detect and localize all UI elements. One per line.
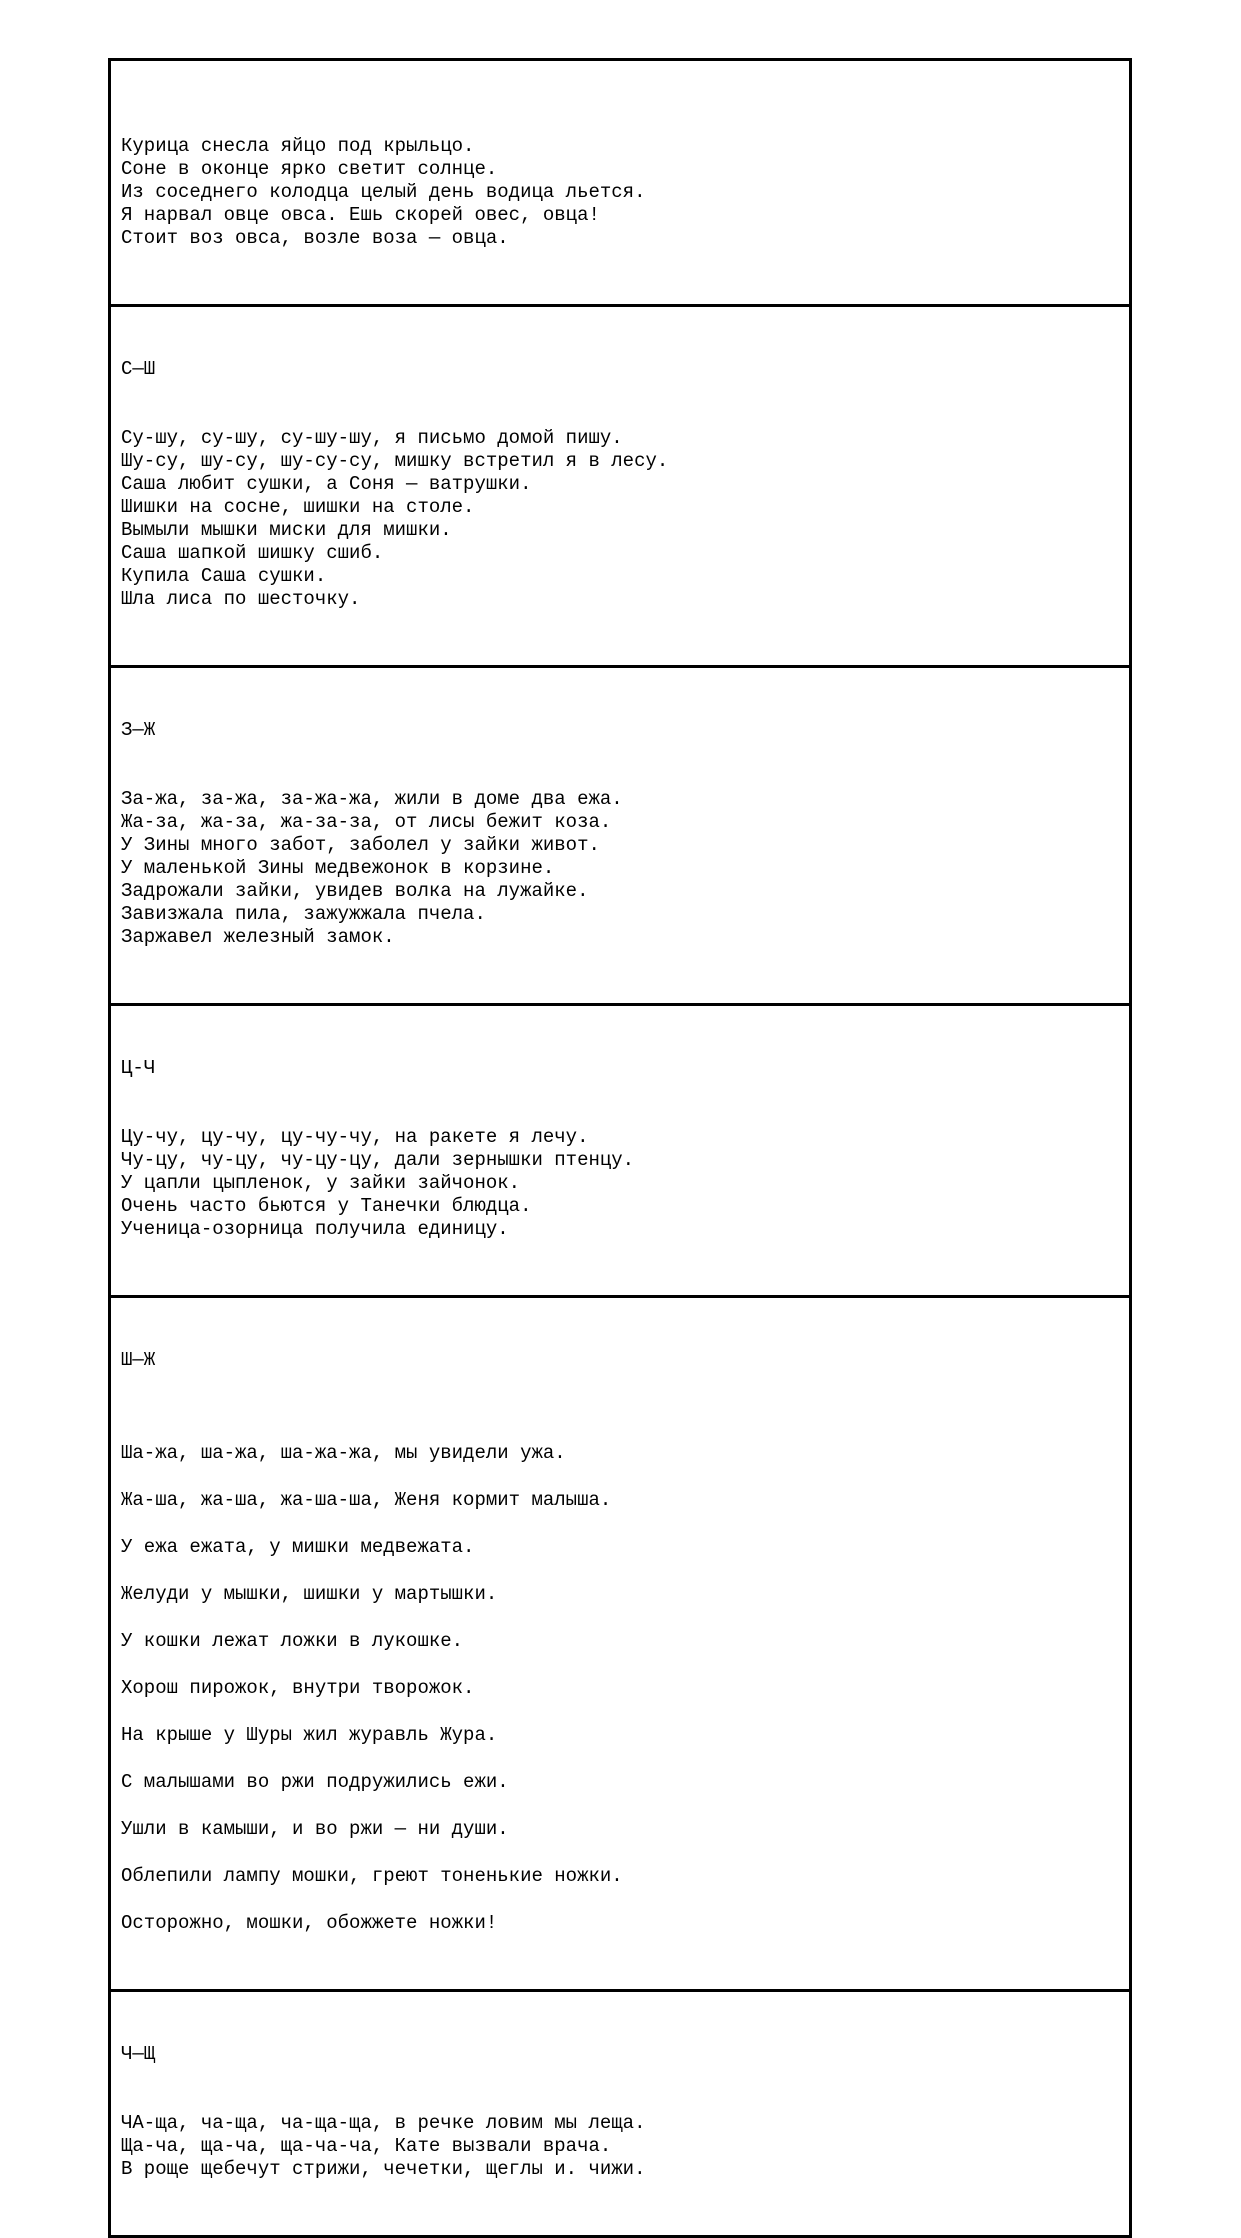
text-line: У маленькой Зины медвежонок в корзине.	[121, 857, 555, 879]
text-line: Стоит воз овса, возле воза — овца.	[121, 227, 509, 249]
text-line: Шишки на сосне, шишки на столе.	[121, 496, 475, 518]
text-line: Очень часто бьются у Танечки блюдца.	[121, 1195, 532, 1217]
doc-table	[108, 58, 1132, 2238]
text-line: Цу-чу, цу-чу, цу-чу-чу, на ракете я лечу.	[121, 1126, 589, 1148]
text-line: На крыше у Шуры жил журавль Жура.	[121, 1724, 498, 1746]
section-header: Ч—Щ	[121, 2043, 156, 2065]
text-line: Соне в оконце ярко светит солнце.	[121, 158, 498, 180]
section-header: С—Ш	[121, 358, 156, 380]
text-line: Шла лиса по шесточку.	[121, 588, 361, 610]
text-line: Я нарвал овце овса. Ешь скорей овес, овца!	[121, 204, 600, 226]
text-line: Саша любит сушки, а Соня — ватрушки.	[121, 473, 532, 495]
text-line: С малышами во ржи подружились ежи.	[121, 1771, 509, 1793]
text-line: Завизжала пила, зажужжала пчела.	[121, 903, 486, 925]
text-line: У кошки лежат ложки в лукошке.	[121, 1630, 464, 1652]
section-row	[111, 1006, 1129, 1298]
text-line: Облепили лампу мошки, греют тоненькие ножки.	[121, 1865, 623, 1887]
text-line: Курица снесла яйцо под крыльцо.	[121, 135, 475, 157]
section-row	[111, 1992, 1129, 2235]
text-line: Саша шапкой шишку сшиб.	[121, 542, 384, 564]
section-row	[111, 1298, 1129, 1992]
text-line: Заржавел железный замок.	[121, 926, 395, 948]
text-line: В роще щебечут стрижи, чечетки, щеглы и. чижи.	[121, 2158, 646, 2180]
text-line: Ученица-озорница получила единицу.	[121, 1218, 509, 1240]
text-line: Осторожно, мошки, обожжете ножки!	[121, 1912, 498, 1934]
text-line: Чу-цу, чу-цу, чу-цу-цу, дали зернышки птенцу.	[121, 1149, 635, 1171]
section-header: Ш—Ж	[121, 1349, 156, 1371]
section-row	[111, 307, 1129, 668]
text-line: Хорош пирожок, внутри творожок.	[121, 1677, 475, 1699]
text-line: Желуди у мышки, шишки у мартышки.	[121, 1583, 498, 1605]
section-lines	[121, 1126, 1117, 1241]
text-line: ЧА-ща, ча-ща, ча-ща-ща, в речке ловим мы леща.	[121, 2112, 646, 2134]
section-lines	[121, 2112, 1117, 2181]
section-header: З—Ж	[121, 719, 156, 741]
text-line: Шу-су, шу-су, шу-су-су, мишку встретил я в лесу.	[121, 450, 669, 472]
text-line: Ша-жа, ша-жа, ша-жа-жа, мы увидели ужа.	[121, 1442, 566, 1464]
section-lines	[121, 1442, 1117, 1935]
text-line: Су-шу, су-шу, су-шу-шу, я письмо домой пишу.	[121, 427, 623, 449]
text-line: Из соседнего колодца целый день водица льется.	[121, 181, 646, 203]
text-line: Жа-за, жа-за, жа-за-за, от лисы бежит коза.	[121, 811, 612, 833]
text-line: Ушли в камыши, и во ржи — ни души.	[121, 1818, 509, 1840]
text-line: Вымыли мышки миски для мишки.	[121, 519, 452, 541]
text-line: У цапли цыпленок, у зайки зайчонок.	[121, 1172, 521, 1194]
text-line: У ежа ежата, у мишки медвежата.	[121, 1536, 475, 1558]
section-row	[111, 668, 1129, 1006]
text-line: Задрожали зайки, увидев волка на лужайке.	[121, 880, 589, 902]
text-line: Купила Саша сушки.	[121, 565, 327, 587]
section-lines	[121, 135, 1117, 250]
section-header: Ц-Ч	[121, 1057, 156, 1079]
text-line: Жа-ша, жа-ша, жа-ша-ша, Женя кормит малыша.	[121, 1489, 612, 1511]
text-line: За-жа, за-жа, за-жа-жа, жили в доме два ежа.	[121, 788, 623, 810]
section-lines	[121, 427, 1117, 611]
text-line: У Зины много забот, заболел у зайки живот.	[121, 834, 600, 856]
section-lines	[121, 788, 1117, 949]
section-row	[111, 61, 1129, 307]
text-line: Ща-ча, ща-ча, ща-ча-ча, Кате вызвали врача.	[121, 2135, 612, 2157]
